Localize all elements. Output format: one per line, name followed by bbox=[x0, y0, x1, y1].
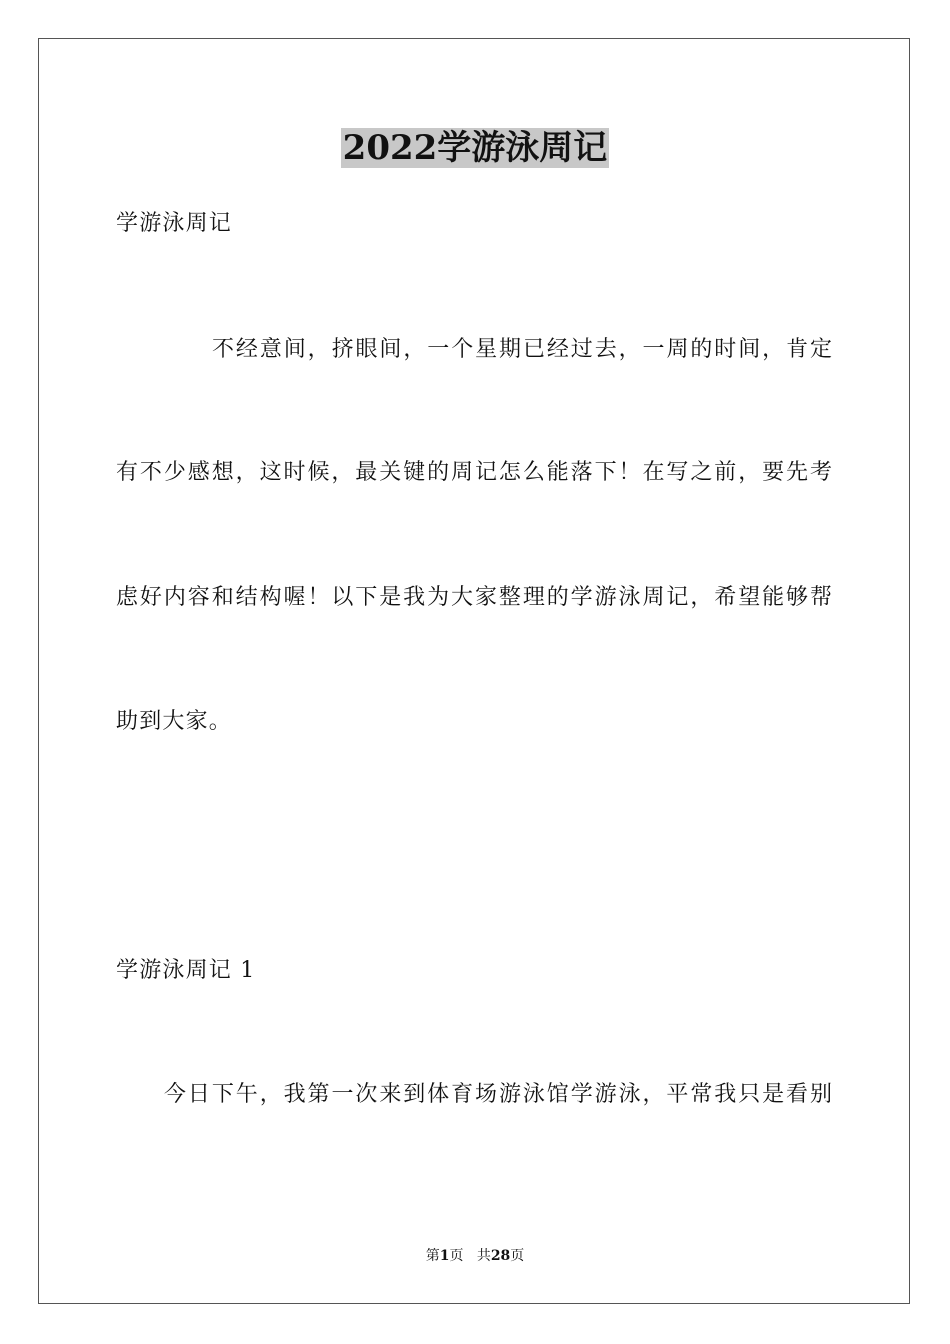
footer-page-prefix: 第 bbox=[425, 1248, 440, 1264]
footer-total-suffix: 页 bbox=[510, 1248, 525, 1264]
intro-line-1: 不经意间，挤眼间，一个星期已经过去，一周的时间，肯定 bbox=[212, 337, 832, 362]
section-heading: 学游泳周记 1 bbox=[116, 958, 256, 983]
section-line-1: 今日下午，我第一次来到体育场游泳馆学游泳，平常我只是看别 bbox=[164, 1082, 832, 1107]
title-highlight: 2022学游泳周记 bbox=[342, 128, 608, 168]
page-footer bbox=[0, 1246, 950, 1266]
intro-line-2: 有不少感想，这时候，最关键的周记怎么能落下！在写之前，要先考 bbox=[116, 460, 832, 485]
intro-line-3: 虑好内容和结构喔！以下是我为大家整理的学游泳周记，希望能够帮 bbox=[116, 585, 832, 610]
document-title bbox=[0, 126, 950, 170]
footer-total-pages: 28 bbox=[490, 1248, 511, 1264]
intro-line-4: 助到大家。 bbox=[116, 709, 233, 734]
document-heading: 学游泳周记 bbox=[116, 211, 233, 236]
footer-page-suffix: 页 bbox=[449, 1248, 464, 1264]
footer-page-number: 1 bbox=[439, 1248, 450, 1264]
footer-total-prefix: 共 bbox=[476, 1248, 491, 1264]
